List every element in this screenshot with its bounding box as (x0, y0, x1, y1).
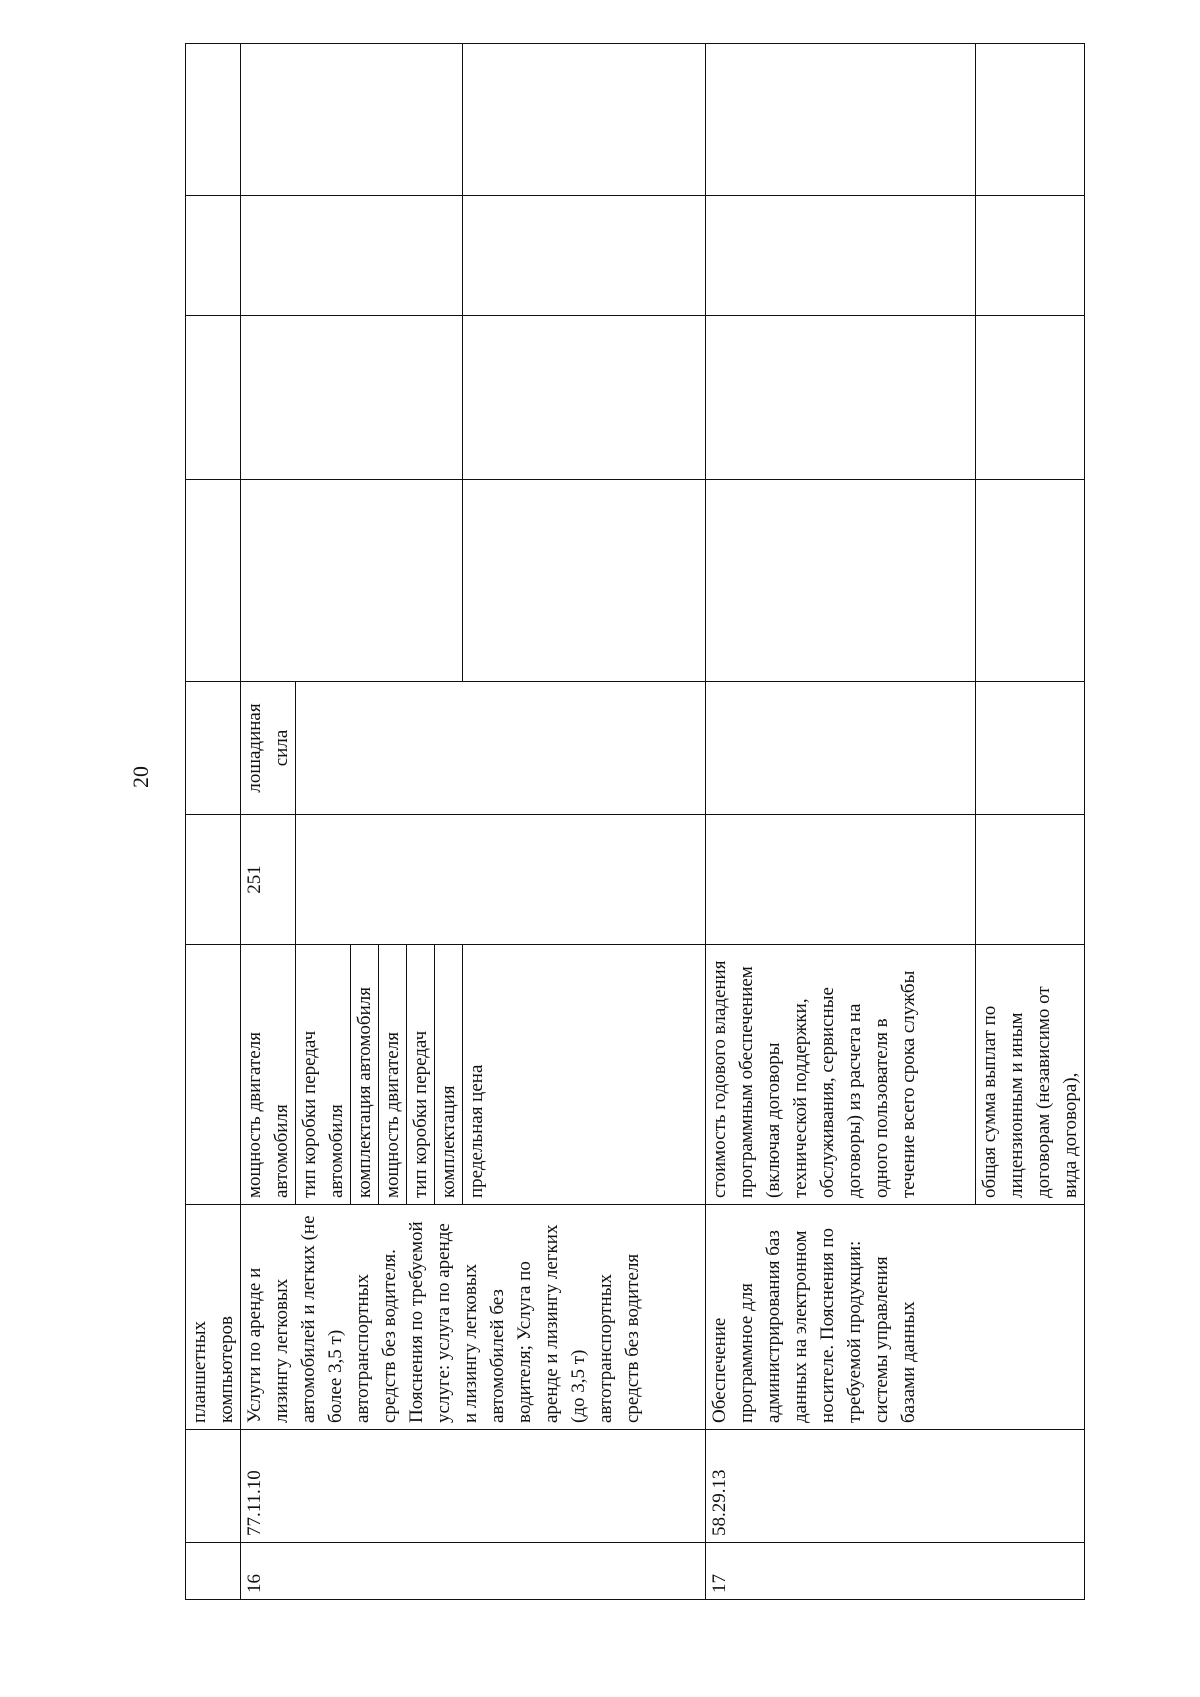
cell-num (186, 1543, 241, 1600)
cell-okei-code (706, 815, 976, 945)
cell-characteristic: общая сумма выплат по лицензионным и иным договорам (независимо от вида договора), (976, 945, 1085, 1205)
cell-value (463, 316, 706, 480)
table-row-16 (241, 44, 296, 1600)
cell-name: планшетных компьютеров (186, 1205, 241, 1430)
cell-unit (706, 682, 976, 815)
cell-value (186, 44, 241, 196)
cell-value (706, 196, 976, 316)
cell-characteristic (186, 945, 241, 1205)
cell-unit (976, 682, 1085, 815)
cell-value (186, 196, 241, 316)
cell-value (186, 480, 241, 682)
cell-code: 58.29.13 (706, 1430, 1085, 1543)
page-number: 20 (128, 766, 153, 788)
cell-name: Обеспечение программное для администрирования баз данных на электронном носителе. Пояснения по требуемой продукции: системы управления базами данных (706, 1205, 1085, 1430)
cell-value (241, 480, 463, 682)
cell-characteristic: мощность двигателя (379, 945, 407, 1205)
cell-unit: лошадиная сила (241, 682, 296, 815)
cell-characteristic: предельная цена (463, 945, 706, 1205)
cell-name: Услуги по аренде и лизингу легковых автомобилей и легких (не более 3,5 т) автотранспортных средств без водителя. Пояснения по требуемой услуге: услуга по аренде и лизингу легковых автомобилей без водителя; Услуга по аренде и лизингу легких (до 3,5 т) автотранспортных средств без водителя (241, 1205, 706, 1430)
requirements-table (185, 43, 1085, 1600)
cell-value (706, 480, 976, 682)
cell-num: 16 (241, 1543, 706, 1600)
cell-okei-code: 251 (241, 815, 296, 945)
cell-code: 77.11.10 (241, 1430, 706, 1543)
cell-value (976, 196, 1085, 316)
cell-value (463, 196, 706, 316)
cell-characteristic: комплектация (435, 945, 463, 1205)
cell-value (706, 316, 976, 480)
cell-characteristic: комплектация автомобиля (351, 945, 379, 1205)
cell-value (463, 44, 706, 196)
rotated-table-wrapper (185, 44, 1081, 1600)
cell-characteristic: мощность двигателя автомобиля (241, 945, 296, 1205)
cell-characteristic: стоимость годового владения программным обеспечением (включая договоры технической поддержки, обслуживания, сервисные договоры) из расчета на одного пользователя в течение всего срока службы (706, 945, 976, 1205)
cell-characteristic: тип коробки передач (407, 945, 435, 1205)
cell-value (976, 316, 1085, 480)
cell-characteristic: тип коробки передач автомобиля (296, 945, 351, 1205)
cell-code (186, 1430, 241, 1543)
cell-okei-code (976, 815, 1085, 945)
cell-unit (296, 682, 706, 815)
table-row-17 (706, 44, 976, 1600)
cell-value (241, 44, 463, 196)
table-row-continuation (186, 44, 241, 1600)
cell-value (976, 44, 1085, 196)
cell-value (463, 480, 706, 682)
cell-value (186, 316, 241, 480)
cell-num: 17 (706, 1543, 1085, 1600)
cell-value (241, 316, 463, 480)
cell-value (706, 44, 976, 196)
cell-okei-code (296, 815, 706, 945)
cell-okei-code (186, 815, 241, 945)
cell-value (241, 196, 463, 316)
cell-value (976, 480, 1085, 682)
cell-unit (186, 682, 241, 815)
